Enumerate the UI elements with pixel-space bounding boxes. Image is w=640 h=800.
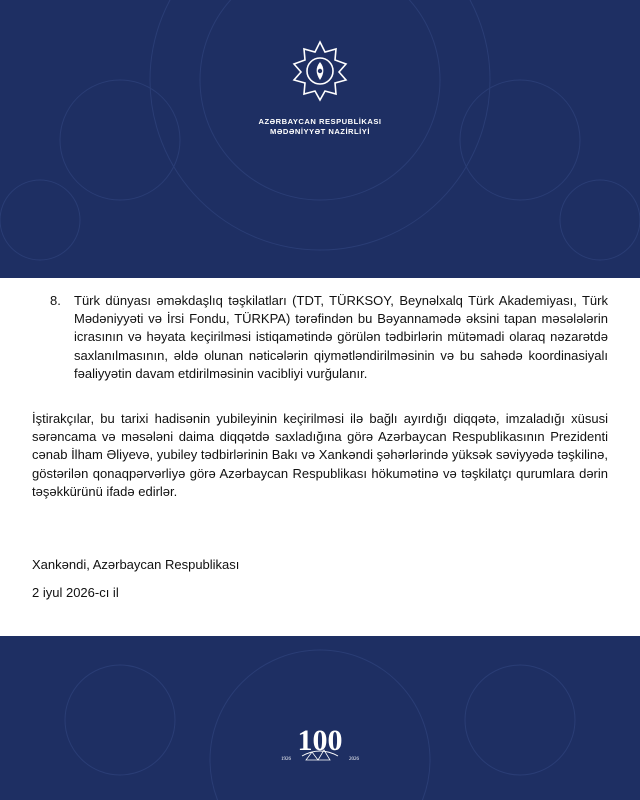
closing-paragraph: İştirakçılar, bu tarixi hadisənin yubileyinin keçirilməsi ilə bağlı ayırdığı diqqətə, imzaladığı xüsusi sərəncama və məsələni daima diqqətdə saxladığına görə Azərbaycan Respublikasının Prezidenti cənab İlham Əliyevə, yubiley tədbirlərinin Bakı və Xankəndi şəhərlərində yüksək səviyyədə təşkilinə, göstərilən qonaqpərvərliyə görə Azərbaycan Respublikası hökumətinə və təşkilatçı qurumlara dərin təşəkkürünü ifadə edirlər.	[32, 411, 608, 499]
header-banner	[0, 0, 640, 278]
ministry-name-line1: AZƏRBAYCAN RESPUBLİKASI	[258, 117, 382, 126]
azerbaijan-state-emblem-icon	[289, 40, 351, 102]
signing-date: 2 iyul 2026-cı il	[32, 585, 119, 600]
signing-place: Xankəndi, Azərbaycan Respublikası	[32, 557, 240, 572]
centenary-jubilee-logo-icon	[272, 716, 368, 772]
item-number: 8.	[50, 293, 61, 308]
jubilee-year-start: 1926	[281, 757, 291, 762]
jubilee-number: 100	[297, 724, 343, 757]
item-8-text: Türk dünyası əməkdaşlıq təşkilatları (TDT, TÜRKSOY, Beynəlxalq Türk Akademiyası, Türk Mədəniyyəti və İrsi Fondu, TÜRKPA) tərəfindən bu Bəyannamədə əksini tapan məsələlərin icrasının və həyata keçirilməsi istiqamətində görülən tədbirlərin mütəmadi olaraq nəzarətdə saxlanılmasının, əldə olunan nəticələrin qiymətləndirilməsinin və bu sahədə koordinasiyalı fəaliyyətin davam etdirilməsinin vacibliyi vurğulanır.	[74, 293, 608, 381]
ministry-name-line2: MƏDƏNİYYƏT NAZİRLİYİ	[270, 127, 370, 136]
jubilee-year-end: 2026	[349, 757, 359, 762]
document-body	[0, 278, 640, 636]
